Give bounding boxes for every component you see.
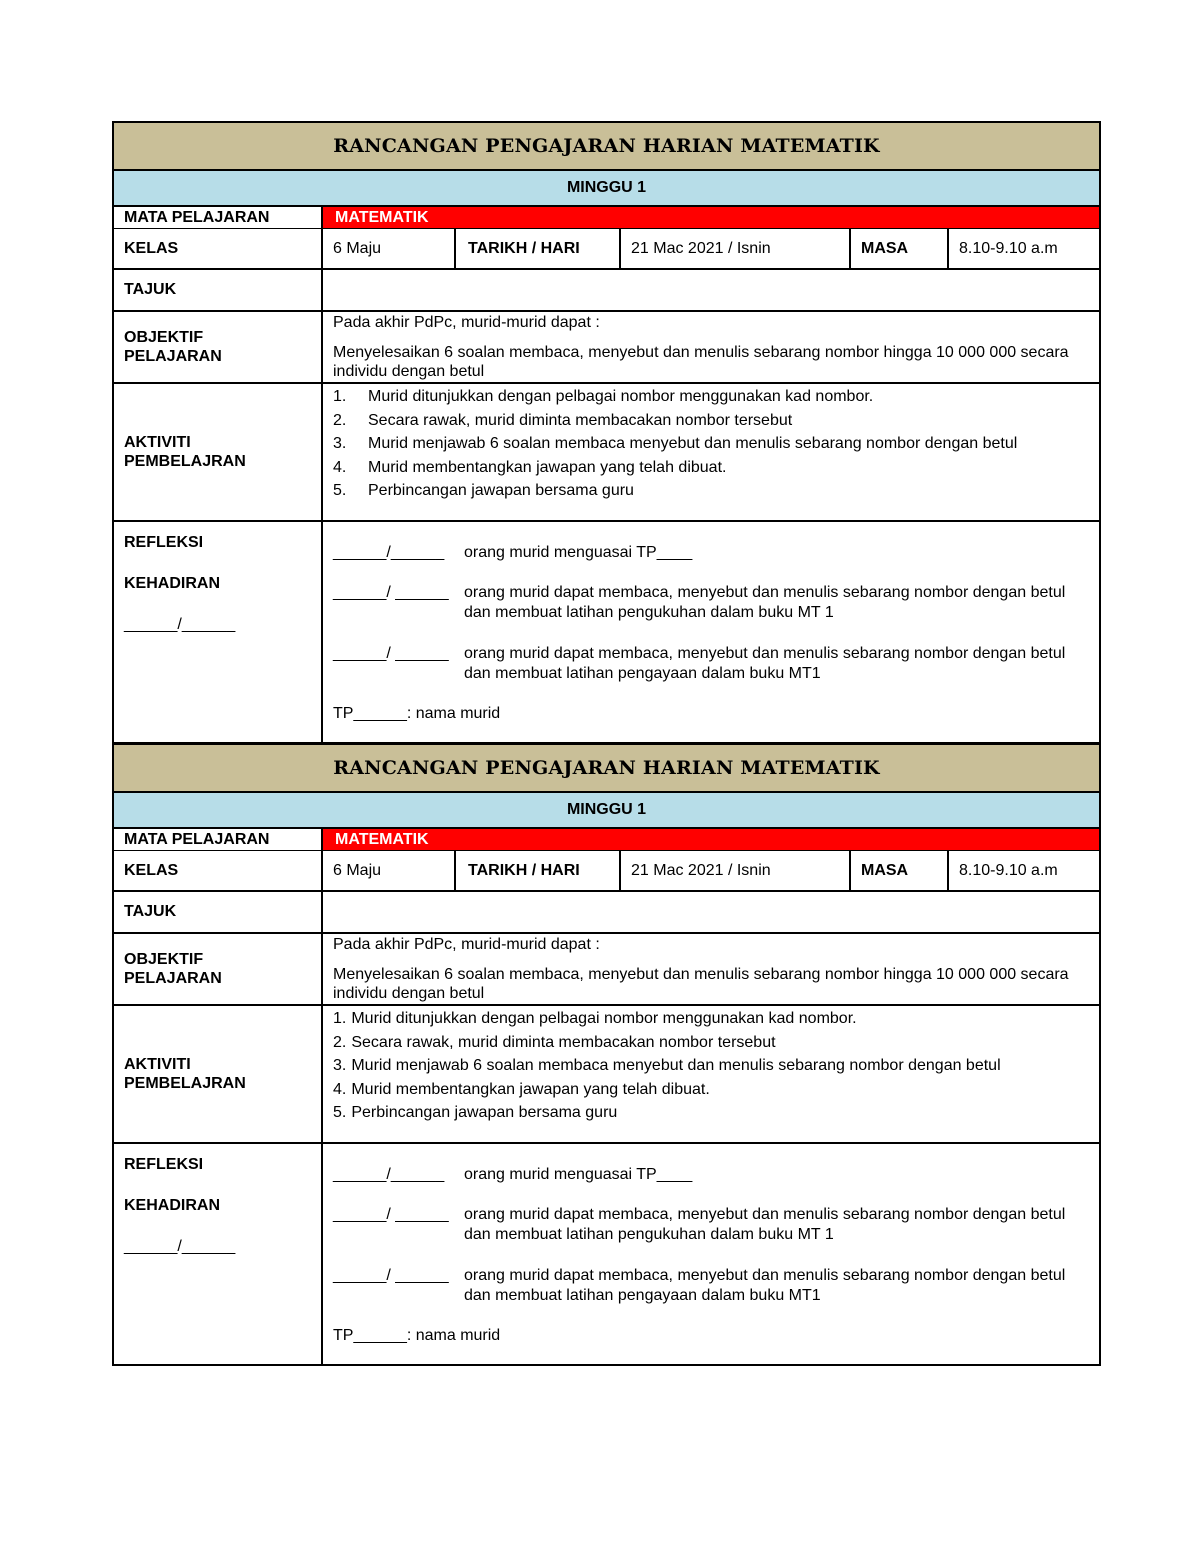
activity-number: 3. — [333, 435, 347, 452]
objective-label-line-2: PELAJARAN — [124, 970, 222, 987]
reflection-line — [333, 543, 1087, 563]
activity-text: Murid membentangkan jawapan yang telah dibuat. — [368, 458, 727, 476]
objective-label — [114, 312, 323, 382]
plan-title: RANCANGAN PENGAJARAN HARIAN MATEMATIK — [333, 135, 880, 157]
activity-content — [323, 1006, 1099, 1142]
reflection-content — [323, 1144, 1099, 1364]
reflection-line — [333, 644, 1087, 684]
reflection-line — [333, 1165, 1087, 1185]
activity-content — [323, 384, 1099, 520]
activity-number: 5. — [333, 1104, 347, 1121]
list-item — [333, 479, 1087, 503]
objective-text: Menyelesaikan 6 soalan membaca, menyebut dan menulis sebarang nombor hingga 10 000 000 secara individu dengan betul — [333, 966, 1069, 1002]
time-value: 8.10-9.10 a.m — [959, 861, 1058, 879]
activity-label-line-2: PEMBELAJRAN — [124, 453, 246, 470]
date-label: TARIKH / HARI — [456, 229, 621, 268]
activity-number: 1. — [333, 388, 347, 405]
reflection-text: orang murid menguasai TP____ — [464, 1166, 693, 1183]
activity-text: Murid menjawab 6 soalan membaca menyebut dan menulis sebarang nombor dengan betul — [351, 1057, 1001, 1074]
activity-row — [114, 1006, 1099, 1144]
activity-label-line-2: PEMBELAJRAN — [124, 1075, 246, 1092]
list-item — [333, 432, 1087, 456]
week-label: MINGGU 1 — [566, 179, 647, 196]
reflection-blank: ______/ ______ — [333, 584, 449, 601]
list-item — [333, 409, 1087, 433]
activity-text: Perbincangan jawapan bersama guru — [351, 1104, 618, 1121]
tp-line: TP______: nama murid — [333, 1327, 501, 1344]
activity-label-line-1: AKTIVITI — [124, 434, 191, 451]
subject-row — [114, 829, 1099, 851]
activity-number: 2. — [333, 411, 347, 429]
list-item — [333, 456, 1087, 480]
topic-value — [323, 892, 1099, 932]
time-label: MASA — [851, 229, 949, 268]
activity-list — [333, 1007, 1087, 1125]
activity-label-line-1: AKTIVITI — [124, 1056, 191, 1073]
subject-label: MATA PELAJARAN — [114, 207, 323, 228]
reflection-blank: ______/______ — [333, 1166, 445, 1183]
reflection-text: orang murid dapat membaca, menyebut dan menulis sebarang nombor dengan betul dan membuat latihan pengayaan dalam buku MT1 — [464, 645, 1066, 682]
objective-row — [114, 312, 1099, 384]
time-value: 8.10-9.10 a.m — [959, 239, 1058, 257]
class-value: 6 Maju — [323, 851, 456, 890]
reflection-blank: ______/ ______ — [333, 1267, 449, 1284]
activity-number: 4. — [333, 1080, 347, 1098]
subject-label: MATA PELAJARAN — [114, 829, 323, 850]
reflection-blank: ______/______ — [333, 544, 445, 561]
activity-number: 5. — [333, 482, 347, 499]
class-label: KELAS — [114, 229, 323, 268]
list-item — [333, 1078, 1087, 1102]
activity-text: Secara rawak, murid diminta membacakan nombor tersebut — [368, 411, 793, 429]
topic-row — [114, 892, 1099, 934]
reflection-text: orang murid dapat membaca, menyebut dan menulis sebarang nombor dengan betul dan membuat latihan pengukuhan dalam buku MT 1 — [464, 584, 1066, 621]
objective-intro: Pada akhir PdPc, murid-murid dapat : — [333, 936, 600, 953]
list-item — [333, 1054, 1087, 1078]
list-item — [333, 1031, 1087, 1055]
reflection-row — [114, 522, 1099, 742]
reflection-label: REFLEKSI — [124, 534, 204, 551]
time-label: MASA — [851, 851, 949, 890]
activity-number: 2. — [333, 1033, 347, 1051]
objective-intro: Pada akhir PdPc, murid-murid dapat : — [333, 314, 600, 331]
topic-label: TAJUK — [114, 270, 323, 310]
topic-value — [323, 270, 1099, 310]
activity-text: Murid membentangkan jawapan yang telah dibuat. — [351, 1080, 710, 1098]
list-item — [333, 1101, 1087, 1125]
date-value: 21 Mac 2021 / Isnin — [621, 851, 851, 890]
reflection-line — [333, 583, 1087, 623]
topic-row — [114, 270, 1099, 312]
activity-number: 1. — [333, 1010, 347, 1027]
objective-label-line-2: PELAJARAN — [124, 348, 222, 365]
lesson-plan-table — [112, 743, 1101, 1366]
attendance-blank: ______/______ — [124, 1238, 236, 1255]
activity-text: Murid ditunjukkan dengan pelbagai nombor menggunakan kad nombor. — [351, 1010, 857, 1027]
activity-label — [114, 1006, 323, 1142]
reflection-text: orang murid menguasai TP____ — [464, 544, 693, 561]
topic-label: TAJUK — [114, 892, 323, 932]
class-row — [114, 851, 1099, 892]
subject-row — [114, 207, 1099, 229]
week-row — [114, 171, 1099, 207]
reflection-label: REFLEKSI — [124, 1156, 204, 1173]
reflection-line — [333, 1266, 1087, 1306]
plan-title-row — [114, 123, 1099, 171]
objective-row — [114, 934, 1099, 1006]
activity-row — [114, 384, 1099, 522]
attendance-label: KEHADIRAN — [124, 575, 220, 592]
date-value: 21 Mac 2021 / Isnin — [621, 229, 851, 268]
week-row — [114, 793, 1099, 829]
class-value: 6 Maju — [323, 229, 456, 268]
reflection-line — [333, 1205, 1087, 1245]
week-label: MINGGU 1 — [566, 801, 647, 818]
activity-label — [114, 384, 323, 520]
tp-line: TP______: nama murid — [333, 705, 501, 722]
attendance-blank: ______/______ — [124, 616, 236, 633]
activity-text: Murid menjawab 6 soalan membaca menyebut dan menulis sebarang nombor dengan betul — [368, 435, 1018, 452]
plan-title-row — [114, 745, 1099, 793]
activity-text: Perbincangan jawapan bersama guru — [368, 482, 634, 499]
reflection-content — [323, 522, 1099, 742]
list-item — [333, 385, 1087, 409]
date-label: TARIKH / HARI — [456, 851, 621, 890]
objective-text: Menyelesaikan 6 soalan membaca, menyebut dan menulis sebarang nombor hingga 10 000 000 secara individu dengan betul — [333, 344, 1069, 380]
reflection-row — [114, 1144, 1099, 1364]
class-label: KELAS — [114, 851, 323, 890]
objective-content — [323, 312, 1099, 382]
reflection-blank: ______/ ______ — [333, 1206, 449, 1223]
plan-title: RANCANGAN PENGAJARAN HARIAN MATEMATIK — [333, 757, 880, 779]
list-item — [333, 1007, 1087, 1031]
objective-label-line-1: OBJEKTIF — [124, 951, 204, 968]
subject-value: MATEMATIK — [323, 207, 1099, 228]
reflection-text: orang murid dapat membaca, menyebut dan menulis sebarang nombor dengan betul dan membuat latihan pengukuhan dalam buku MT 1 — [464, 1206, 1066, 1243]
class-row — [114, 229, 1099, 270]
objective-label — [114, 934, 323, 1004]
lesson-plan-table — [112, 121, 1101, 744]
activity-list — [333, 385, 1087, 503]
objective-content — [323, 934, 1099, 1004]
activity-text: Secara rawak, murid diminta membacakan nombor tersebut — [351, 1033, 776, 1051]
reflection-blank: ______/ ______ — [333, 645, 449, 662]
activity-number: 3. — [333, 1057, 347, 1074]
reflection-label-cell — [114, 1144, 323, 1364]
objective-label-line-1: OBJEKTIF — [124, 329, 204, 346]
subject-value: MATEMATIK — [323, 829, 1099, 850]
attendance-label: KEHADIRAN — [124, 1197, 220, 1214]
reflection-text: orang murid dapat membaca, menyebut dan menulis sebarang nombor dengan betul dan membuat latihan pengayaan dalam buku MT1 — [464, 1267, 1066, 1304]
activity-text: Murid ditunjukkan dengan pelbagai nombor menggunakan kad nombor. — [368, 388, 874, 405]
reflection-label-cell — [114, 522, 323, 742]
activity-number: 4. — [333, 458, 347, 476]
